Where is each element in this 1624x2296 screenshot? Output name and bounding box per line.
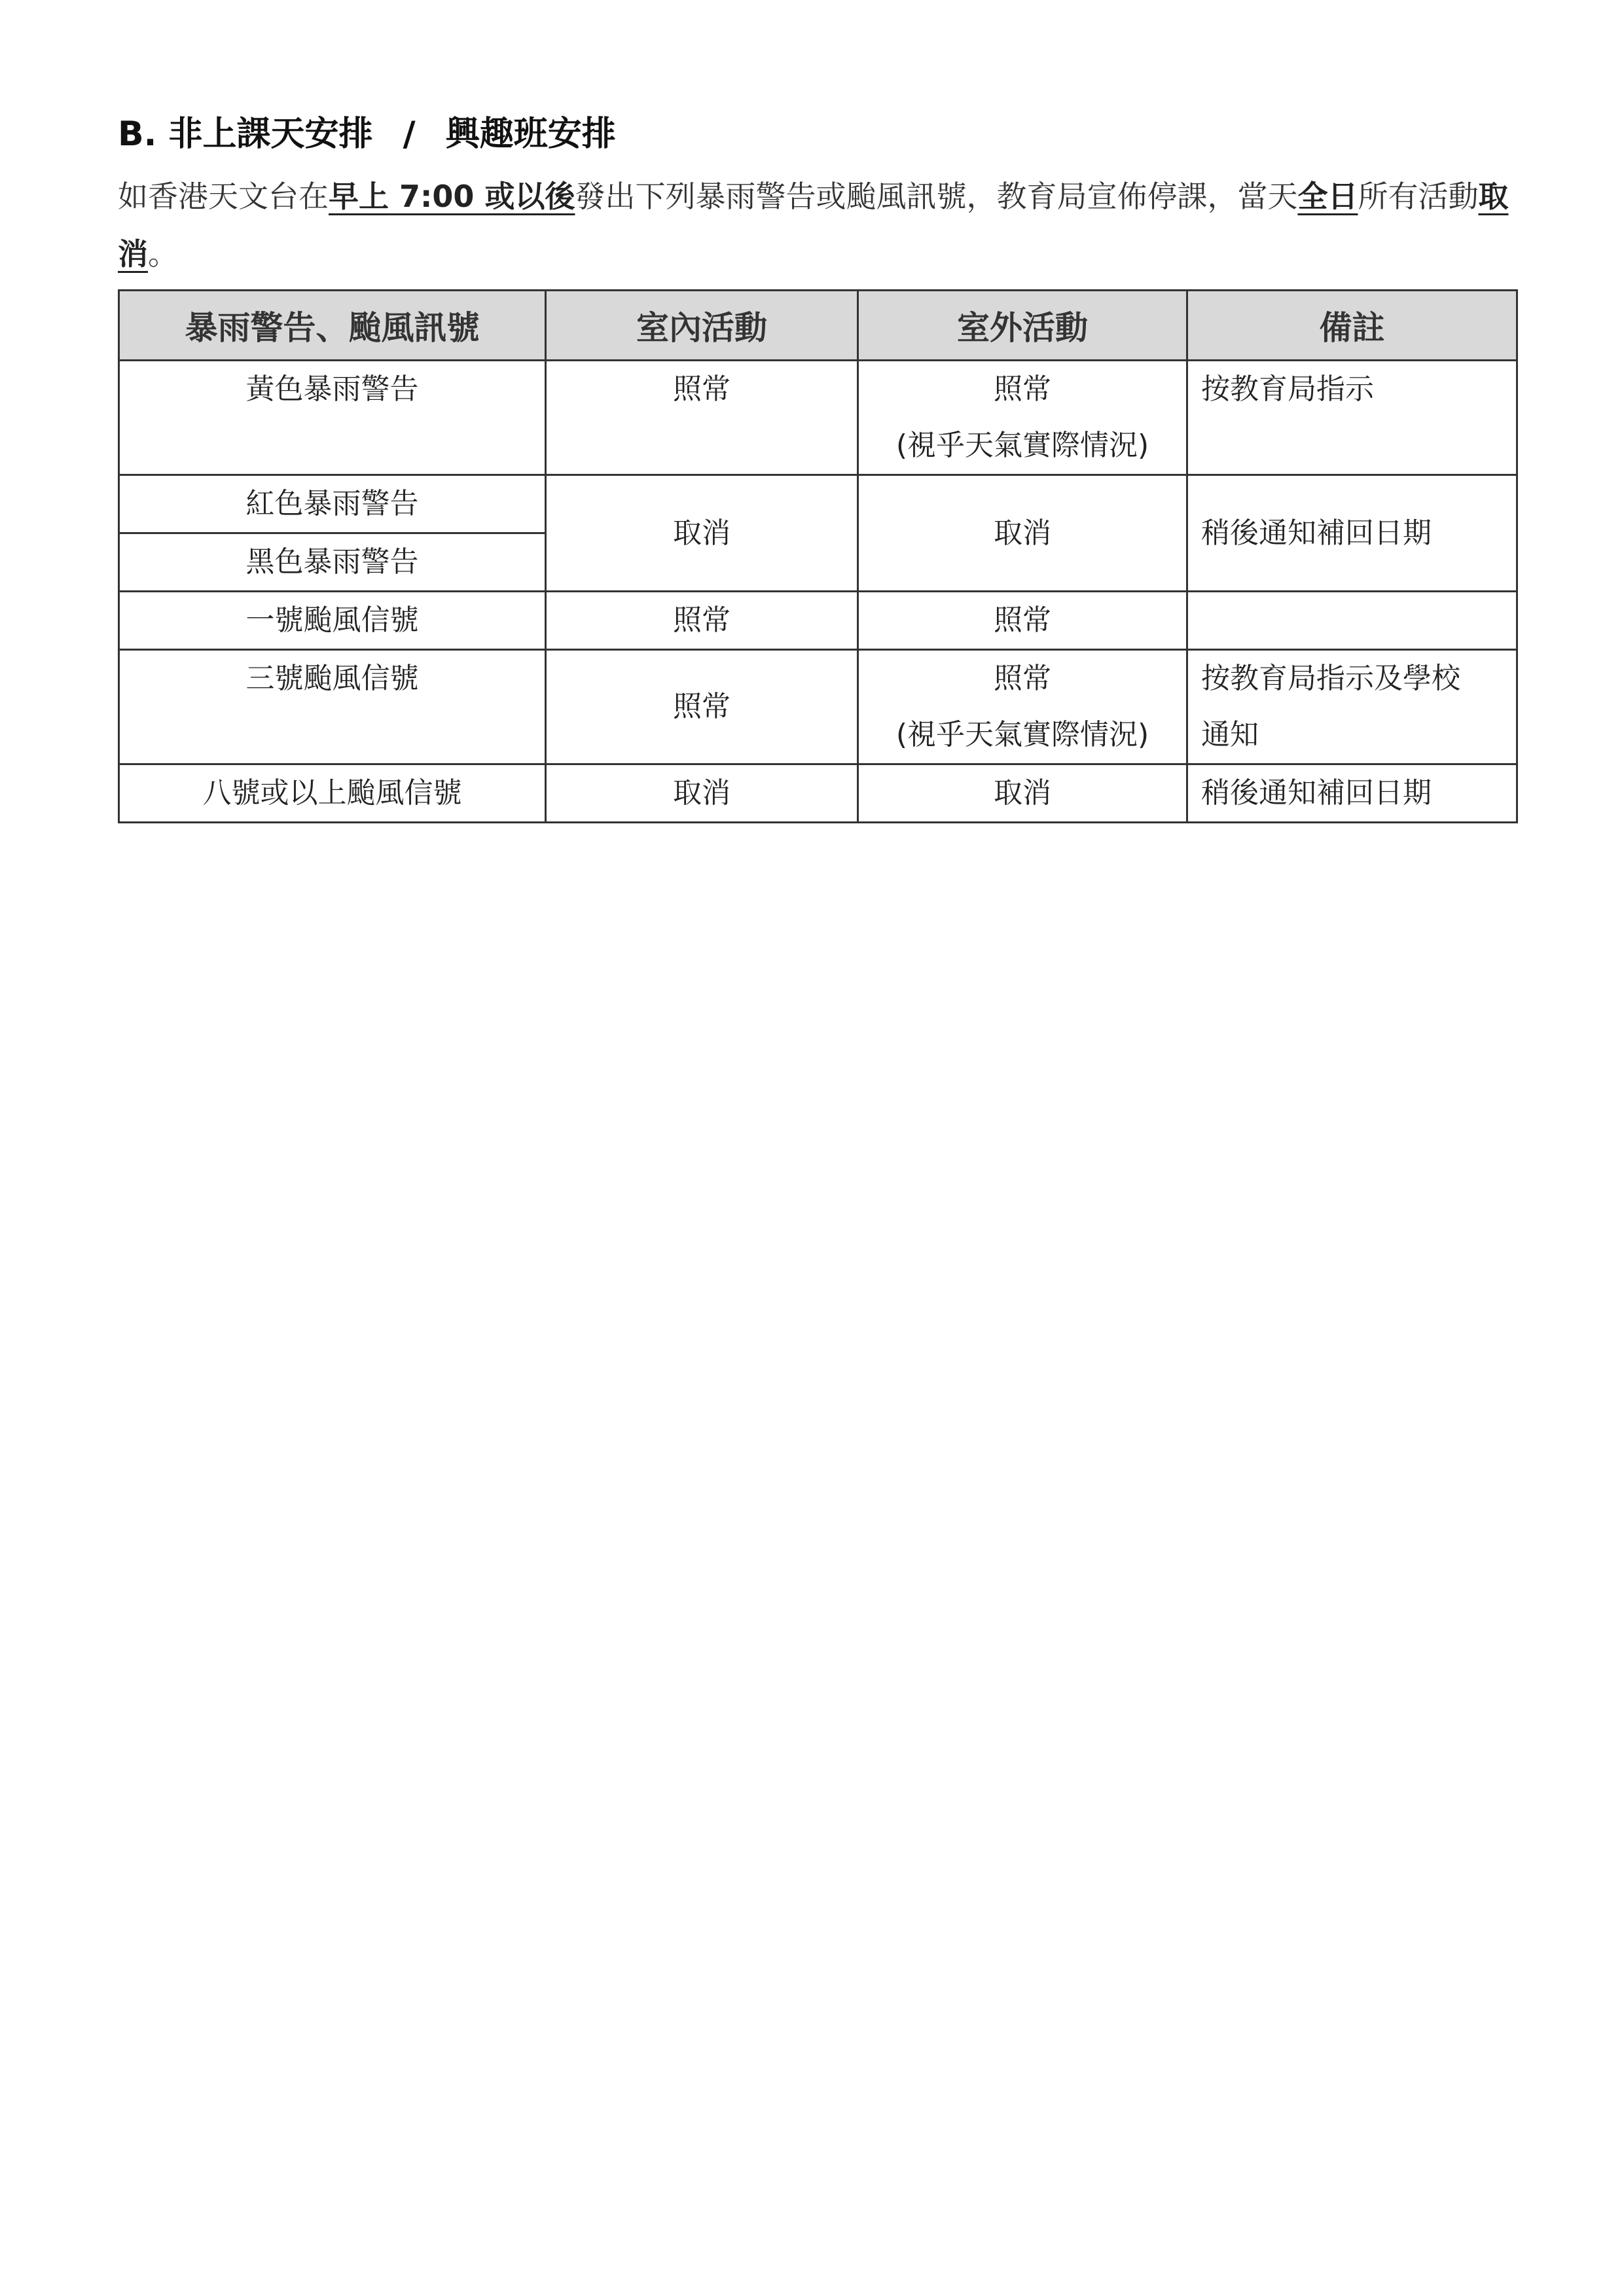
intro-emphasis-time: 早上 7:00 或以後 xyxy=(329,179,575,214)
section-label: B. xyxy=(118,115,157,154)
cell-outdoor: 取消 xyxy=(858,475,1187,592)
cell-outdoor xyxy=(858,361,1187,475)
cell-signal: 紅色暴雨警告 xyxy=(119,475,546,533)
document-page xyxy=(118,105,1516,823)
cell-outdoor-line-2: (視乎天氣實際情況) xyxy=(895,718,1149,751)
table-header-row xyxy=(119,291,1517,361)
table-row xyxy=(119,361,1517,475)
intro-text-3: 所有活動 xyxy=(1358,179,1479,214)
header-indoor: 室內活動 xyxy=(546,291,858,361)
cell-signal: 黃色暴雨警告 xyxy=(119,361,546,475)
cell-signal: 黑色暴雨警告 xyxy=(119,533,546,592)
cell-outdoor-line-1: 照常 xyxy=(994,372,1051,406)
section-heading xyxy=(118,105,1516,164)
cell-signal: 一號颱風信號 xyxy=(119,592,546,650)
cell-remark xyxy=(1187,592,1517,650)
cell-indoor: 照常 xyxy=(546,361,858,475)
header-signal: 暴雨警告、颱風訊號 xyxy=(119,291,546,361)
cell-outdoor-line-2: (視乎天氣實際情況) xyxy=(895,429,1149,462)
cell-indoor: 照常 xyxy=(546,592,858,650)
intro-paragraph xyxy=(118,168,1516,283)
header-remark: 備註 xyxy=(1187,291,1517,361)
cell-outdoor: 取消 xyxy=(858,764,1187,823)
table-row xyxy=(119,650,1517,764)
cell-outdoor: 照常 xyxy=(858,592,1187,650)
cell-indoor: 取消 xyxy=(546,764,858,823)
cell-remark: 稍後通知補回日期 xyxy=(1187,764,1517,823)
cell-remark-line-1: 按教育局指示及學校 xyxy=(1201,662,1460,695)
cell-signal: 三號颱風信號 xyxy=(119,650,546,764)
cell-indoor: 照常 xyxy=(546,650,858,764)
intro-text-1: 如香港天文台在 xyxy=(118,179,329,214)
section-title-left: 非上課天安排 xyxy=(168,115,373,154)
intro-text-4: 。 xyxy=(148,236,178,272)
intro-text-2: 發出下列暴雨警告或颱風訊號，教育局宣佈停課，當天 xyxy=(575,179,1298,214)
table-row xyxy=(119,475,1517,533)
table-row xyxy=(119,592,1517,650)
header-outdoor: 室外活動 xyxy=(858,291,1187,361)
cell-remark: 按教育局指示 xyxy=(1187,361,1517,475)
table-row xyxy=(119,764,1517,823)
cell-remark-line-2: 通知 xyxy=(1201,718,1259,751)
intro-emphasis-whole-day: 全日 xyxy=(1297,179,1358,214)
cell-outdoor xyxy=(858,650,1187,764)
cell-remark xyxy=(1187,650,1517,764)
cell-indoor: 取消 xyxy=(546,475,858,592)
cell-remark: 稍後通知補回日期 xyxy=(1187,475,1517,592)
arrangement-table xyxy=(118,289,1518,823)
cell-signal: 八號或以上颱風信號 xyxy=(119,764,546,823)
section-title-right: 興趣班安排 xyxy=(445,115,616,154)
intro-emphasis-cancel: 取消 xyxy=(118,179,1509,272)
title-separator: / xyxy=(403,115,416,154)
cell-outdoor-line-1: 照常 xyxy=(994,662,1051,695)
